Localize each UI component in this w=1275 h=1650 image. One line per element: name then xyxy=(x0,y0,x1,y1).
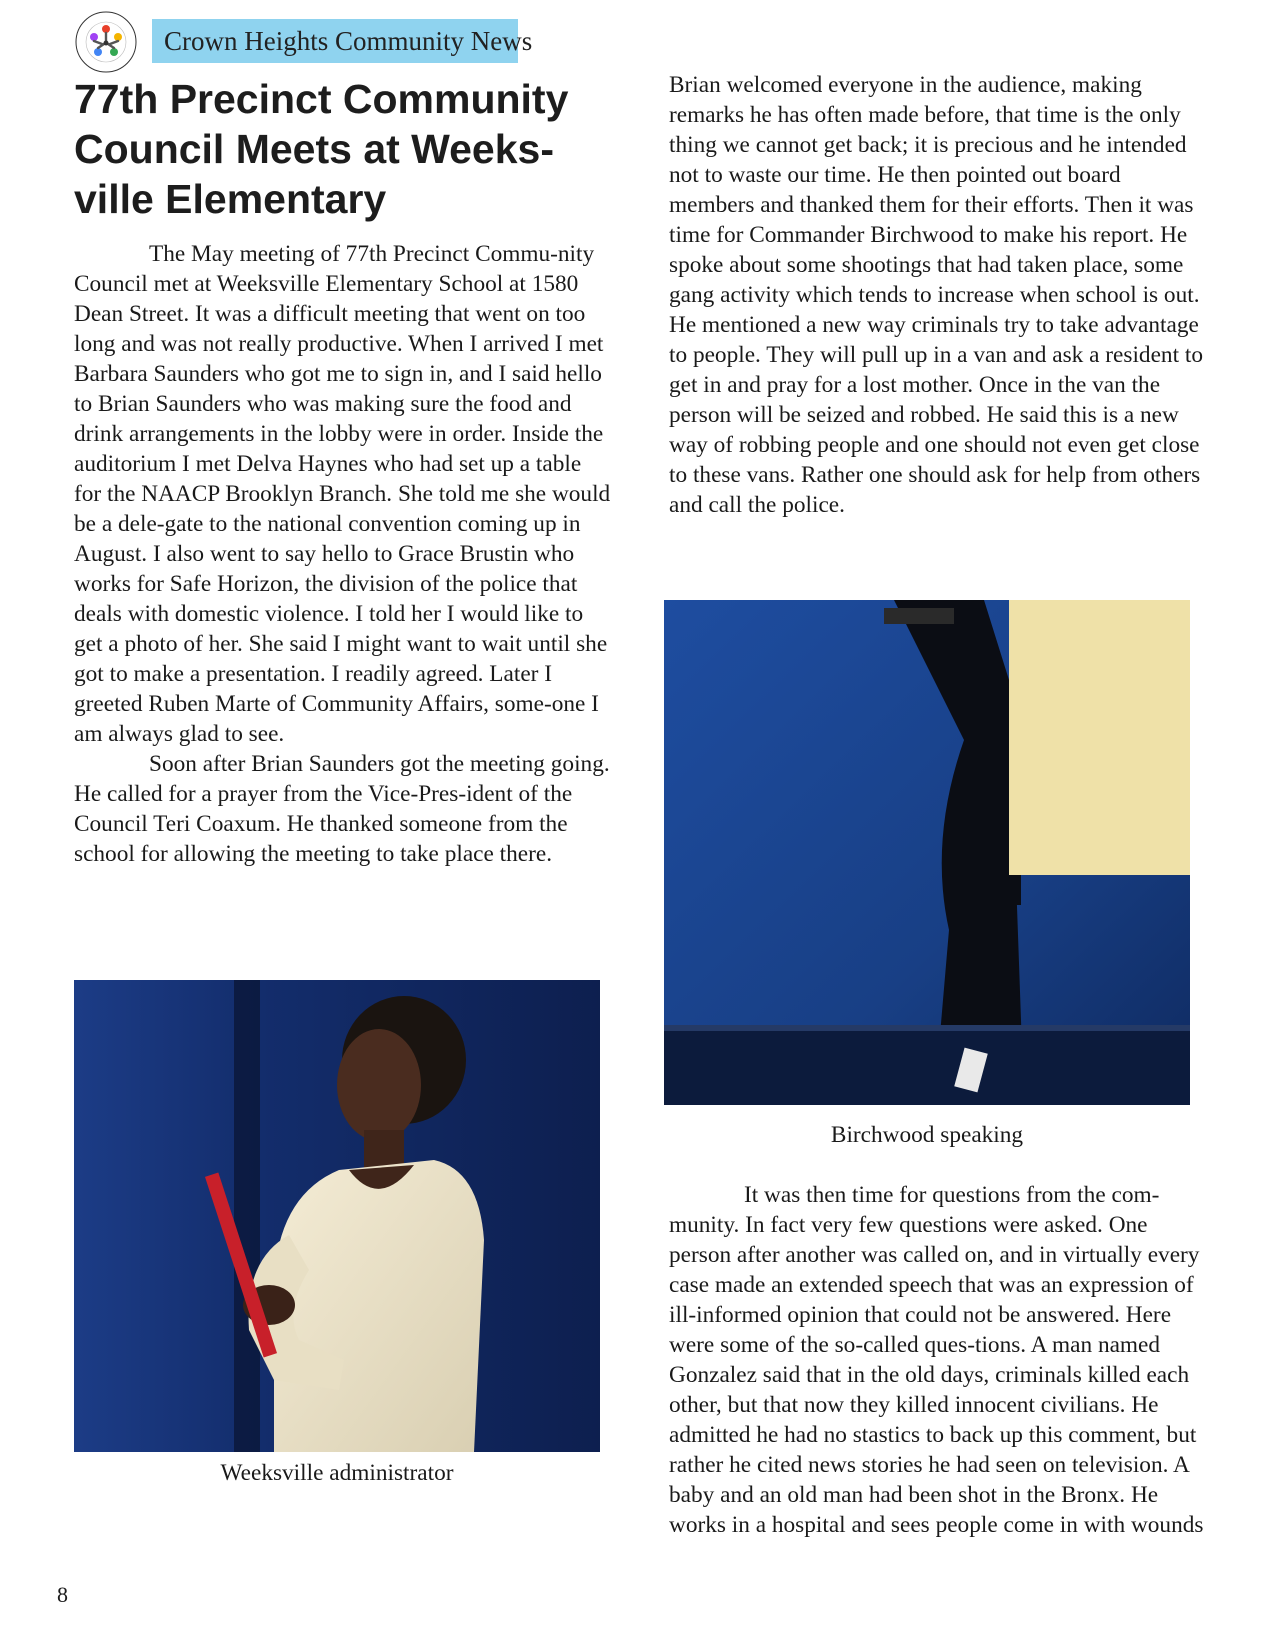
birchwood-speaking-photo xyxy=(664,600,1190,1105)
right-column-text-bottom xyxy=(669,1180,1209,1540)
weeksville-administrator-photo xyxy=(74,980,600,1452)
paragraph: Soon after Brian Saunders got the meeting going. He called for a prayer from the Vice-Pres-ident of the Council Teri Coaxum. He thanked someone from the school for allowing the meeting to take place there. xyxy=(74,751,610,867)
right-column-text-top xyxy=(669,70,1209,520)
publication-title: Crown Heights Community News xyxy=(164,26,533,56)
page-number: 8 xyxy=(57,1582,68,1607)
community-organization-seal-icon xyxy=(74,10,138,74)
paragraph: The May meeting of 77th Precinct Commu-nity Council met at Weeksville Elementary School at 1580 Dean Street. It was a difficult meeting that went on too long and was not really productive. When I arrived I met Barbara Saunders who got me to sign in, and I said hello to Brian Saunders who was making sure the food and drink arrangements in the lobby were in order. Inside the auditorium I met Delva Haynes who had set up a table for the NAACP Brooklyn Branch. She told me she would be a dele-gate to the national convention coming up in August. I also went to say hello to Grace Brustin who works for Safe Horizon, the division of the police that deals with domestic violence. I told her I would like to get a photo of her. She said I might want to wait until she got to make a presentation. I readily agreed. Later I greeted Ruben Marte of Community Affairs, some-one I am always glad to see. xyxy=(74,241,611,747)
left-column-text xyxy=(74,239,614,869)
birchwood-photo-caption: Birchwood speaking xyxy=(830,1122,1024,1148)
paragraph: Brian welcomed everyone in the audience, making remarks he has often made before, that time is the only thing we cannot get back; it is precious and he intended not to waste our time. He then pointed out board members and thanked them for their efforts. Then it was time for Commander Birchwood to make his report. He spoke about some shootings that had taken place, some gang activity which tends to increase when school is out. He mentioned a new way criminals try to take advantage to people. They will pull up in a van and ask a resident to get in and pray for a lost mother. Once in the van the person will be seized and robbed. He said this is a new way of robbing people and one should not even get close to these vans. Rather one should ask for help from others and call the police. xyxy=(669,72,1203,518)
paragraph: It was then time for questions from the com-munity. In fact very few questions were asked. One person after another was called on, and in virtually every case made an extended speech that was an expression of ill-informed opinion that could not be answered. Here were some of the so-called ques-tions. A man named Gonzalez said that in the old days, criminals killed each other, but that now they killed innocent civilians. He admitted he had no stastics to back up this comment, but rather he cited news stories he had seen on television. A baby and an old man had been shot in the Bronx. He works in a hospital and sees people come in with wounds xyxy=(669,1182,1204,1538)
administrator-photo-caption: Weeksville administrator xyxy=(220,1460,454,1486)
publication-banner xyxy=(152,19,533,63)
article-headline: 77th Precinct Community Council Meets at Weeks-ville Elementary xyxy=(74,76,569,222)
